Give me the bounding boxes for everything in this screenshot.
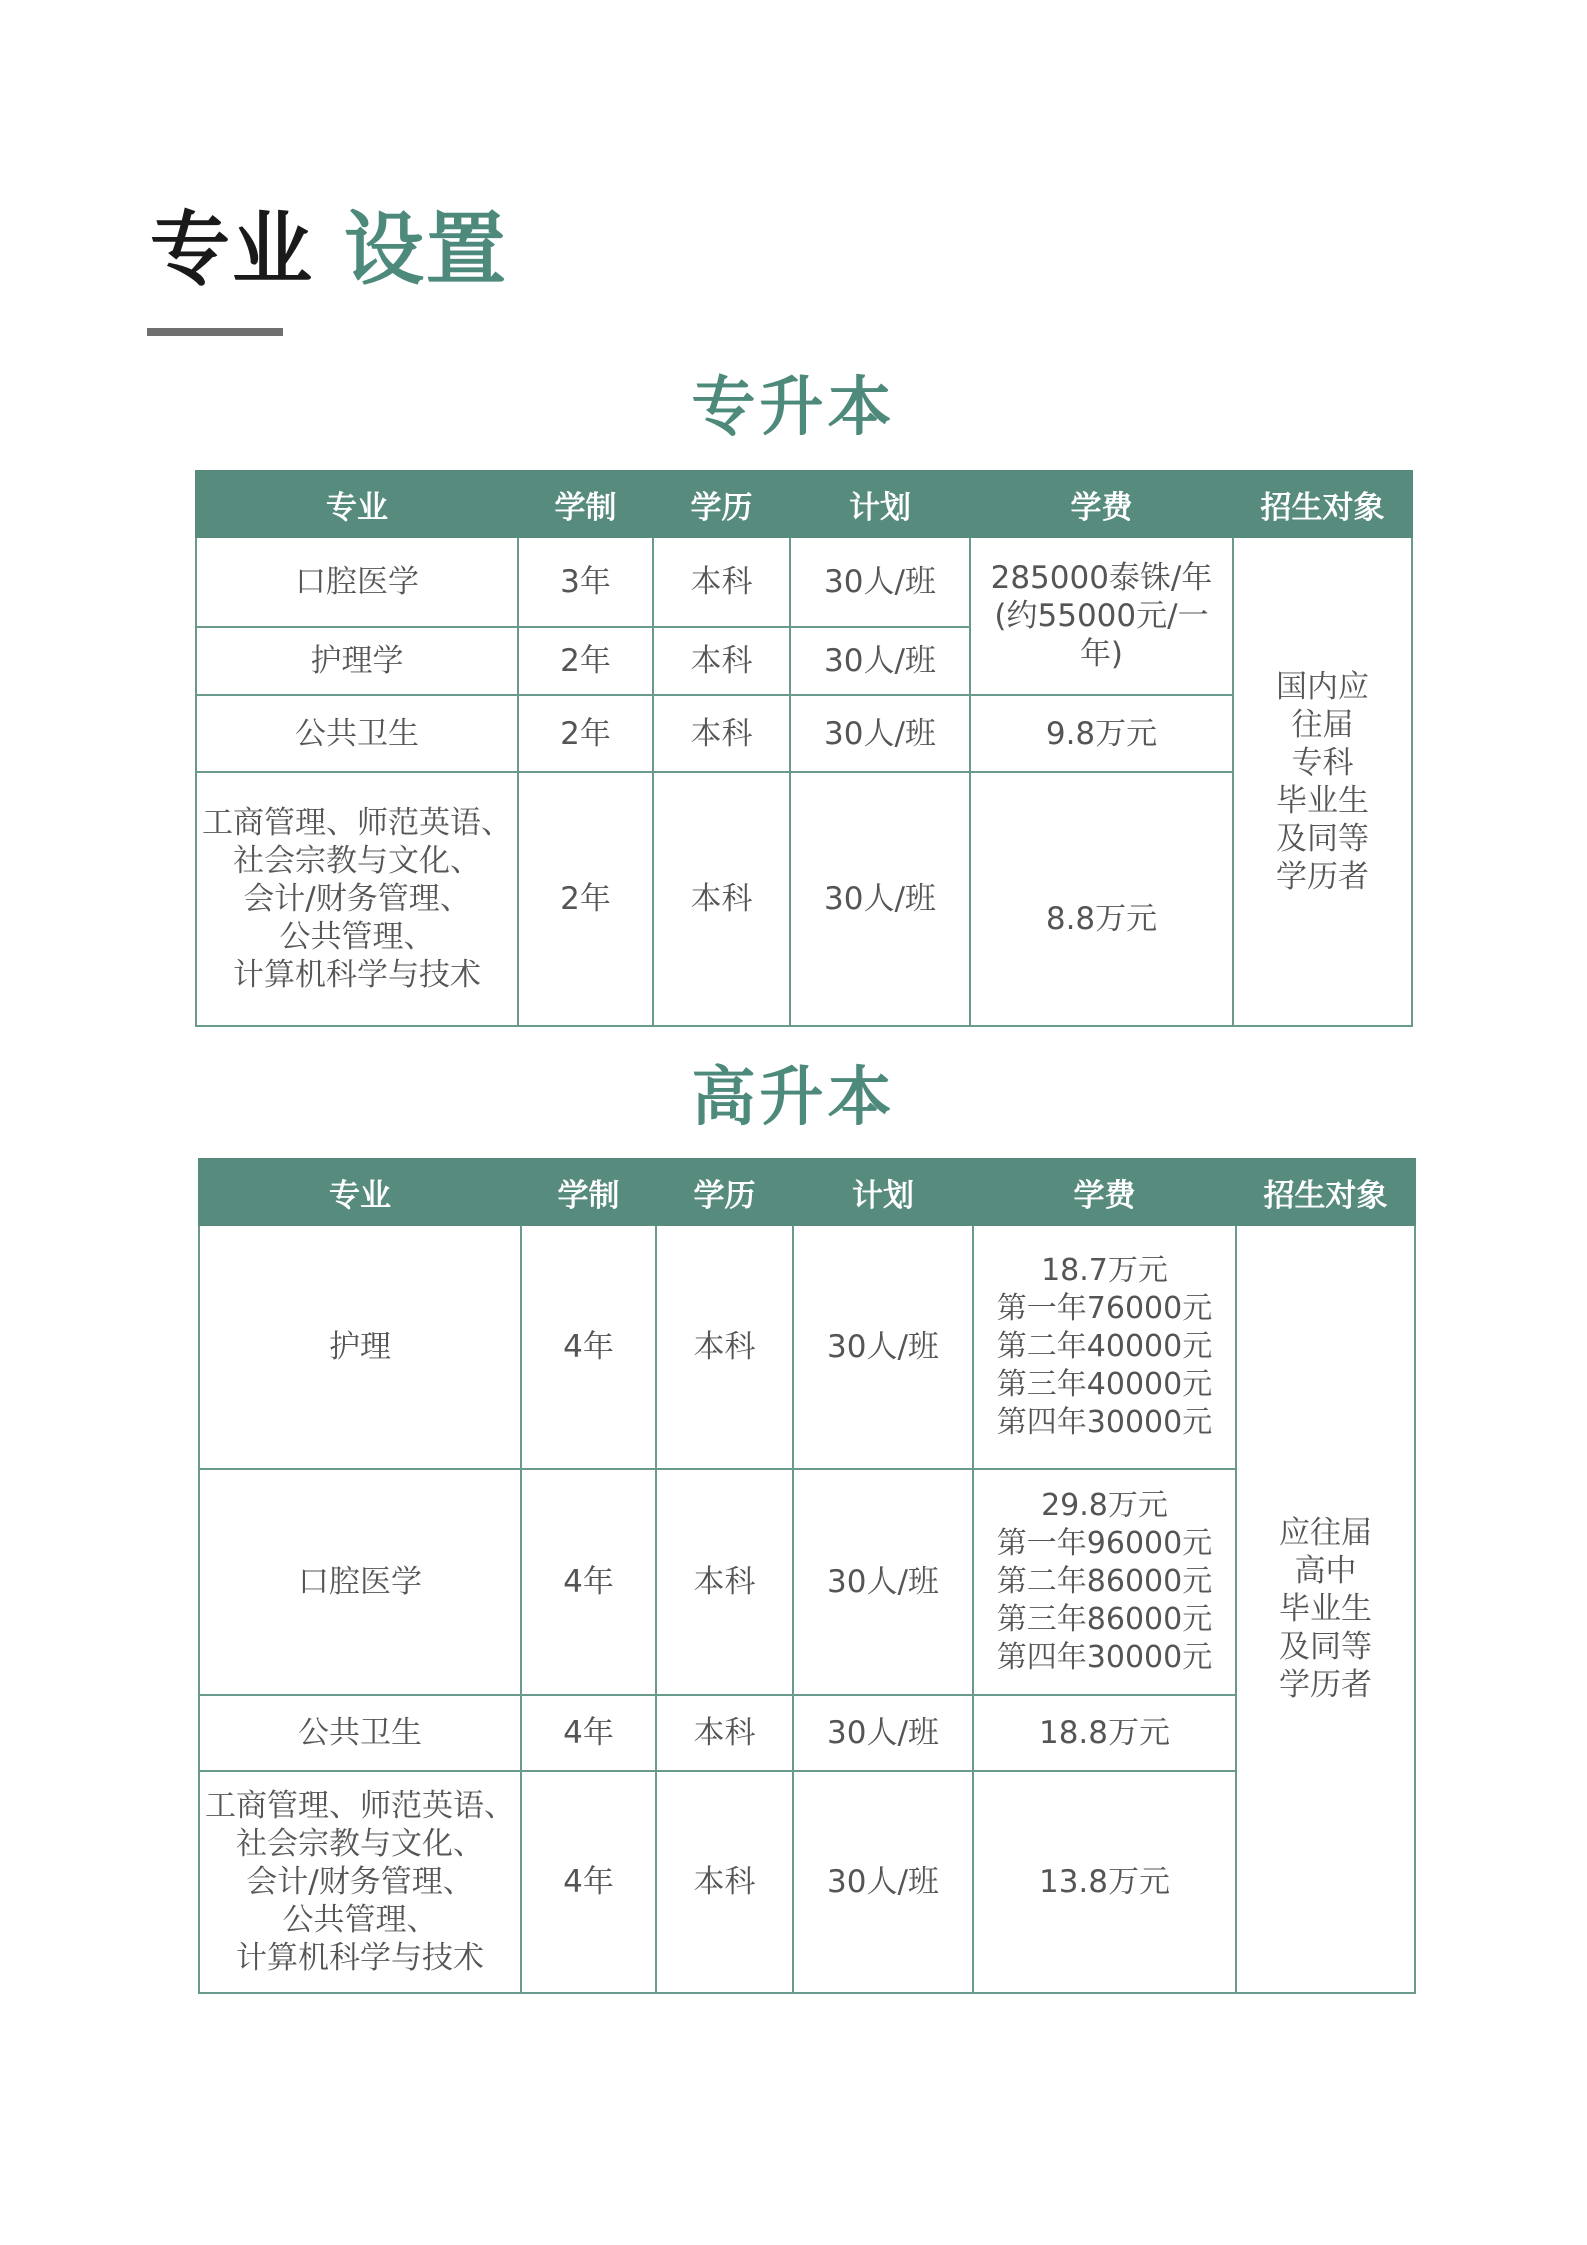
table-row <box>199 1225 1415 1469</box>
heading-part-1: 专业 <box>150 203 314 296</box>
table-row <box>196 695 1412 772</box>
header-plan: 计划 <box>790 471 970 537</box>
cell-plan: 30人/班 <box>793 1695 973 1771</box>
cell-major: 口腔医学 <box>196 537 518 627</box>
cell-years: 4年 <box>521 1695 656 1771</box>
table-row <box>199 1469 1415 1695</box>
heading-part-2: 设置 <box>343 203 508 296</box>
cell-major: 公共卫生 <box>199 1695 521 1771</box>
cell-major: 护理 <box>199 1225 521 1469</box>
cell-plan: 30人/班 <box>793 1469 973 1695</box>
upgrade-program-table <box>195 470 1413 1027</box>
cell-major: 护理学 <box>196 627 518 695</box>
header-target: 招生对象 <box>1236 1159 1415 1225</box>
cell-major: 口腔医学 <box>199 1469 521 1695</box>
cell-plan: 30人/班 <box>793 1771 973 1993</box>
cell-target: 国内应 往届 专科 毕业生 及同等 学历者 <box>1233 537 1412 1026</box>
heading-underline <box>147 328 283 336</box>
cell-plan: 30人/班 <box>790 537 970 627</box>
cell-degree: 本科 <box>656 1771 793 1993</box>
cell-fee: 18.7万元 第一年76000元 第二年40000元 第三年40000元 第四年30000元 <box>973 1225 1236 1469</box>
header-fee: 学费 <box>970 471 1233 537</box>
section-title-upgrade: 专升本 <box>691 371 896 445</box>
header-target: 招生对象 <box>1233 471 1412 537</box>
cell-years: 2年 <box>518 627 653 695</box>
cell-plan: 30人/班 <box>790 627 970 695</box>
table-row <box>196 772 1412 1026</box>
table-row <box>199 1695 1415 1771</box>
cell-fee: 8.8万元 <box>970 772 1233 1026</box>
section-title-highschool: 高升本 <box>691 1061 896 1135</box>
header-years: 学制 <box>521 1159 656 1225</box>
cell-major: 工商管理、师范英语、 社会宗教与文化、 会计/财务管理、 公共管理、 计算机科学与技术 <box>196 772 518 1026</box>
cell-fee: 9.8万元 <box>970 695 1233 772</box>
header-degree: 学历 <box>656 1159 793 1225</box>
highschool-program-table <box>198 1158 1416 1994</box>
cell-degree: 本科 <box>653 537 790 627</box>
cell-fee: 13.8万元 <box>973 1771 1236 1993</box>
cell-degree: 本科 <box>653 772 790 1026</box>
header-fee: 学费 <box>973 1159 1236 1225</box>
cell-plan: 30人/班 <box>790 695 970 772</box>
cell-degree: 本科 <box>653 627 790 695</box>
cell-major: 工商管理、师范英语、 社会宗教与文化、 会计/财务管理、 公共管理、 计算机科学与技术 <box>199 1771 521 1993</box>
cell-years: 2年 <box>518 772 653 1026</box>
cell-degree: 本科 <box>656 1695 793 1771</box>
cell-fee: 29.8万元 第一年96000元 第二年86000元 第三年86000元 第四年30000元 <box>973 1469 1236 1695</box>
cell-plan: 30人/班 <box>793 1225 973 1469</box>
cell-major: 公共卫生 <box>196 695 518 772</box>
header-major: 专业 <box>196 471 518 537</box>
cell-years: 3年 <box>518 537 653 627</box>
cell-degree: 本科 <box>653 695 790 772</box>
table-row <box>196 537 1412 627</box>
cell-degree: 本科 <box>656 1225 793 1469</box>
header-major: 专业 <box>199 1159 521 1225</box>
table-header-row <box>199 1159 1415 1225</box>
table-header-row <box>196 471 1412 537</box>
cell-years: 4年 <box>521 1225 656 1469</box>
cell-fee: 285000泰铢/年 (约55000元/一年) <box>970 537 1233 695</box>
cell-degree: 本科 <box>656 1469 793 1695</box>
cell-fee: 18.8万元 <box>973 1695 1236 1771</box>
page-heading <box>150 200 508 300</box>
cell-years: 4年 <box>521 1771 656 1993</box>
header-degree: 学历 <box>653 471 790 537</box>
header-plan: 计划 <box>793 1159 973 1225</box>
cell-years: 2年 <box>518 695 653 772</box>
cell-plan: 30人/班 <box>790 772 970 1026</box>
header-years: 学制 <box>518 471 653 537</box>
cell-years: 4年 <box>521 1469 656 1695</box>
cell-target: 应往届 高中 毕业生 及同等 学历者 <box>1236 1225 1415 1993</box>
table-row <box>199 1771 1415 1993</box>
